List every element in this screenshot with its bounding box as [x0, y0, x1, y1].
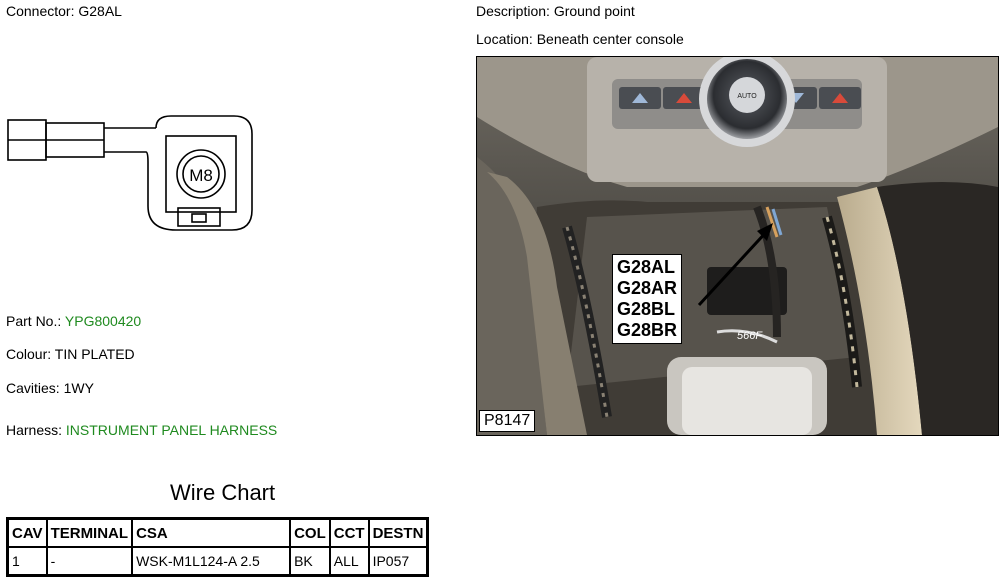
stud-label: M8 [189, 166, 213, 185]
location-photo [476, 56, 999, 436]
header-destn: DESTN [369, 519, 428, 548]
description-label: Description: [476, 3, 550, 19]
header-cav: CAV [8, 519, 47, 548]
harness-line [6, 422, 277, 438]
table-header-row [8, 519, 428, 548]
callout-line: G28BL [617, 299, 676, 319]
part-no-label: Part No.: [6, 313, 62, 329]
cell-cav: 1 [8, 547, 47, 576]
cavities-line [6, 380, 94, 396]
description-line [476, 3, 635, 19]
photo-callout [612, 254, 682, 344]
connector-value: G28AL [78, 3, 122, 19]
cavities-label: Cavities: [6, 380, 60, 396]
cell-cct: ALL [330, 547, 369, 576]
header-cct: CCT [330, 519, 369, 548]
cell-terminal: - [47, 547, 133, 576]
connector-line [6, 3, 122, 19]
header-csa: CSA [132, 519, 290, 548]
colour-value: TIN PLATED [54, 346, 135, 362]
part-no-line [6, 313, 141, 329]
connector-diagram [6, 98, 256, 242]
callout-line: G28AL [617, 257, 676, 277]
header-terminal: TERMINAL [47, 519, 133, 548]
callout-line: G28AR [617, 278, 678, 298]
colour-line [6, 346, 135, 362]
header-col: COL [290, 519, 330, 548]
wire-tag-label: 566F [737, 330, 763, 342]
wire-chart-title: Wire Chart [170, 480, 276, 505]
cavities-value: 1WY [63, 380, 94, 396]
harness-label: Harness: [6, 422, 63, 438]
harness-value: INSTRUMENT PANEL HARNESS [65, 422, 278, 438]
figure-id: P8147 [479, 410, 535, 432]
colour-label: Colour: [6, 346, 52, 362]
description-value: Ground point [553, 3, 635, 19]
connector-label: Connector: [6, 3, 75, 19]
callout-line: G28BR [617, 320, 678, 340]
table-row [8, 547, 428, 576]
part-no-value: YPG800420 [64, 313, 142, 329]
location-value: Beneath center console [536, 31, 684, 47]
auto-knob-label: AUTO [737, 93, 757, 100]
cell-col: BK [290, 547, 330, 576]
location-label: Location: [476, 31, 533, 47]
cell-csa: WSK-M1L124-A 2.5 [132, 547, 290, 576]
location-line [476, 31, 684, 47]
cell-destn: IP057 [369, 547, 428, 576]
wire-chart-table [6, 517, 429, 577]
